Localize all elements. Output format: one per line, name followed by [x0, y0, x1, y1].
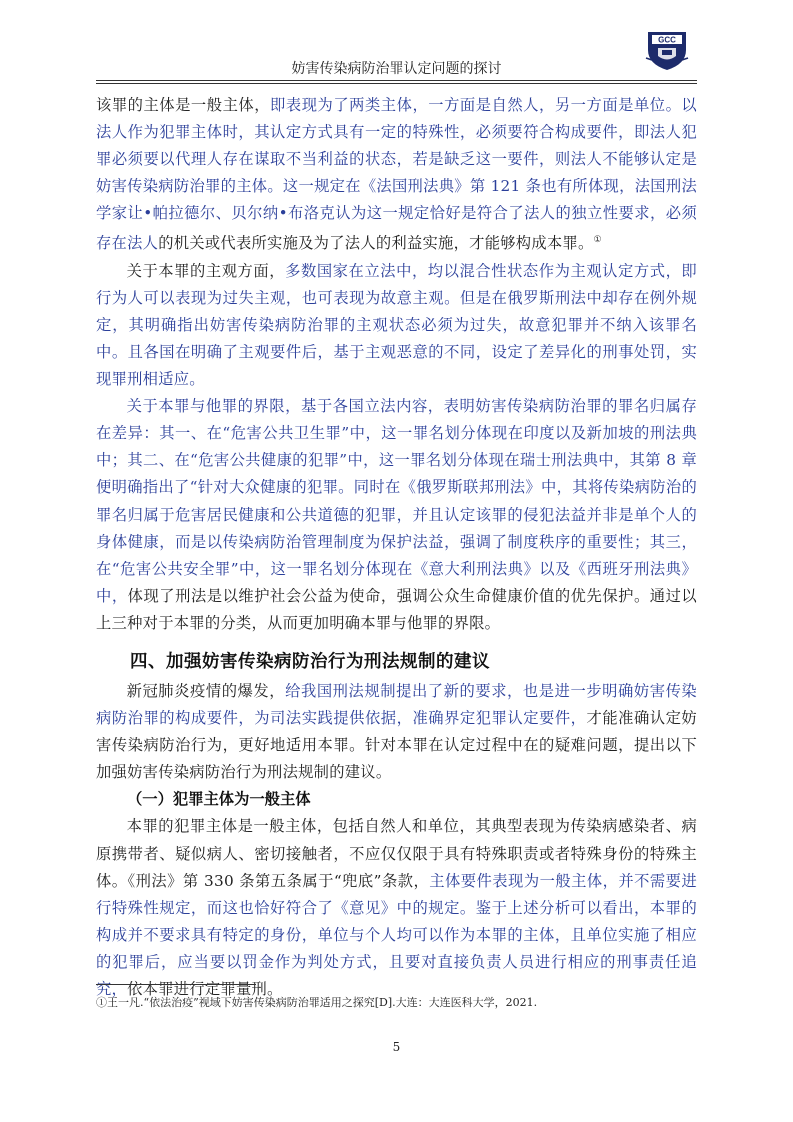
- paragraph-4-text-b: 给我国刑法规制提出了新的要求，也是进一步明确妨害传染病防治罪的构成要件，为司法实践提供依据，准确界定犯罪认定要件，: [96, 681, 697, 728]
- paragraph-3-text-b: 体现了刑法是以维护社会公益为使命，强调公众生命健康价值的优先保护。通过以上三种对于本罪的分类，从而更加明确本罪与他罪的界限。: [96, 586, 697, 632]
- paragraph-4-text-a: 新冠肺炎疫情的爆发，: [126, 681, 286, 700]
- logo-text: GCC: [658, 35, 676, 45]
- paragraph-3-text-a: 关于本罪与他罪的界限，基于各国立法内容，表明妨害传染病防治罪的罪名归属存在差异：其一、在“危害公共卫生罪”中，这一罪名划分体现在印度以及新加坡的刑法典中；其二、在“危害公共健康的犯罪”中，这一罪名划分体现在瑞士刑法典中，其第 8 章便明确指出了“针对大众健康的犯罪。同时在《俄罗斯联邦刑法》中，其将传染病防治的罪名归属于危害居民健康和公共道德的犯罪，并且认定该罪的侵犯法益并非是单个人的身体健康，而是以传染病防治管理制度为保护法益，强调了制度秩序的重要性；其三，在“危害公共安全罪”中，这一罪名划分体现在《意大利刑法典》以及《西班牙刑法典》中，: [96, 397, 697, 605]
- paragraph-2-text-a: 关于本罪的主观方面，: [126, 261, 286, 280]
- paragraph-5-text-c: 依本罪进行定罪量刑。: [127, 980, 283, 998]
- paragraph-1-text-b: 即表现为了两类主体，一方面是自然人，另一方面是单位。以法人作为犯罪主体时，其认定方式具有一定的特殊性，必须要符合构成要件，即法人犯罪必须要以代理人存在谋取不当利益的状态，若是缺乏这一要件，则法人不能够认定是妨害传染病防治罪的主体。这一规定在《法国刑法典》第 121 条也有所体现，法国刑法学家让•帕拉德尔、贝尔纳•布洛克认为这一规定恰好是符合了法人的独立性要求，必须存在法人: [96, 96, 697, 253]
- paragraph-5-text-a: 本罪的犯罪主体是一般主体，包括自然人和单位，其典型表现为传染病感染者、病原携带者、疑似病人、密切接触者，不应仅仅限于具有特殊职责或者特殊身份的特殊主体。《刑法》第 330 条第五条属于“兜底”条款，: [96, 817, 697, 890]
- section-heading: 四、加强妨害传染病防治行为刑法规制的建议: [130, 651, 490, 672]
- paragraph-1-text-c: 的机关或代表所实施及为了法人的利益实施，才能够构成本罪。: [158, 234, 594, 253]
- body-paragraph-2: [96, 258, 697, 393]
- footnote-divider: [96, 984, 256, 985]
- running-header-title: 妨害传染病防治罪认定问题的探讨: [291, 61, 502, 77]
- subsection-heading: （一）犯罪主体为一般主体: [127, 790, 311, 809]
- paragraph-5-text-b: 主体要件表现为一般主体，并不需要进行特殊性规定，而这也恰好符合了《意见》中的规定。鉴于上述分析可以看出，本罪的构成并不要求具有特定的身份，单位与个人均可以作为本罪的主体，且单位实施了相应的犯罪后，应当要以罚金作为判处方式，且要对直接负责人员进行相应的刑事责任追究，: [96, 871, 697, 998]
- body-paragraph-5: [96, 813, 697, 1003]
- footnote-reference[interactable]: ①: [593, 235, 602, 246]
- page-body: [96, 92, 697, 1003]
- header-divider: [96, 80, 697, 81]
- paragraph-1-text-a: 该罪的主体是一般主体，: [96, 96, 271, 114]
- body-paragraph-1: [96, 92, 697, 258]
- body-paragraph-4: [96, 678, 697, 786]
- page-number: 5: [392, 1040, 401, 1054]
- paragraph-4-text-c: 才能准确认定妨害传染病防治行为，更好地适用本罪。针对本罪在认定过程中在的疑难问题，提出以下加强妨害传染病防治行为刑法规制的建议。: [96, 709, 697, 782]
- footnote-text: ①王一凡.“依法治疫”视域下妨害传染病防治罪适用之探究[D].大连：大连医科大学，2021.: [96, 996, 538, 1009]
- header-divider-secondary: [96, 83, 697, 84]
- paragraph-2-text-b: 多数国家在立法中，均以混合性状态作为主观认定方式，即行为人可以表现为过失主观，也可表现为故意主观。但是在俄罗斯刑法中却存在例外规定，其明确指出妨害传染病防治罪的主观状态必须为过失，故意犯罪并不纳入该罪名中。且各国在明确了主观要件后，基于主观恶意的不同，设定了差异化的刑事处罚，实现罪刑相适应。: [96, 261, 697, 389]
- body-paragraph-3: [96, 393, 697, 637]
